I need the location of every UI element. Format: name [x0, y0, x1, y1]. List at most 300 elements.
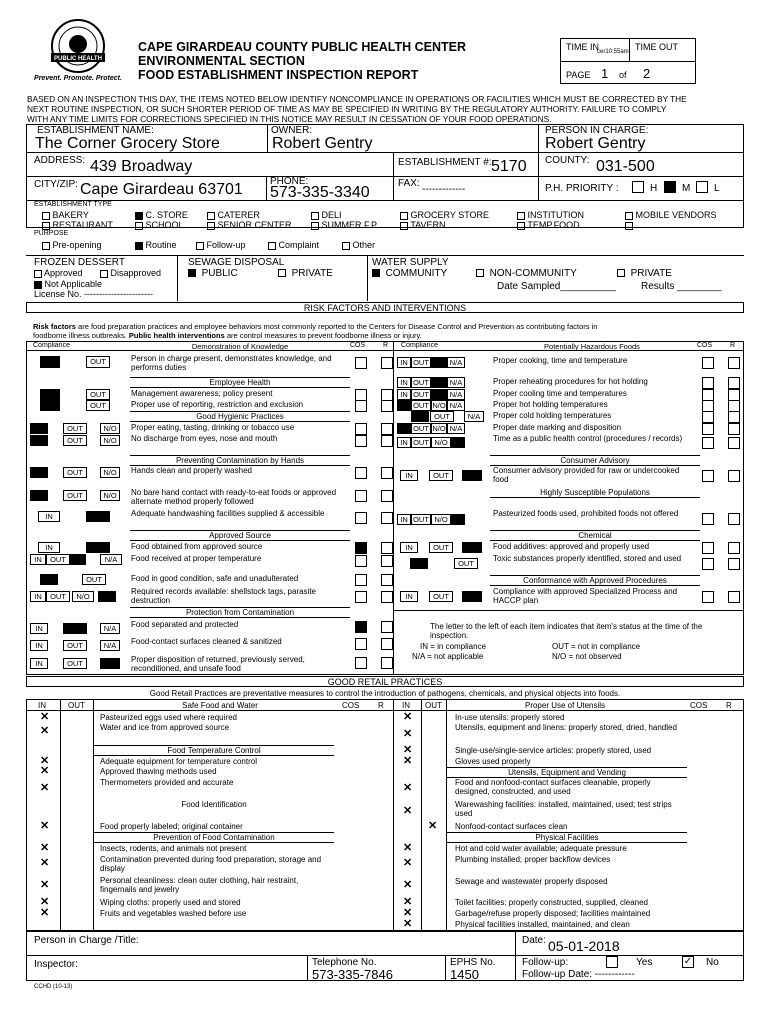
status-na: N/A — [447, 389, 465, 400]
status-in — [40, 400, 60, 411]
status-out: OUT — [411, 423, 431, 434]
risk-item-10: Food received at proper temperature — [131, 554, 262, 563]
grp-in-mark: ✕ — [40, 896, 50, 908]
ephs-value: 1450 — [450, 967, 479, 982]
status-na: N/A — [100, 640, 120, 651]
cos-box[interactable] — [355, 357, 367, 369]
water-noncommunity[interactable]: NON-COMMUNITY — [476, 268, 577, 279]
risk-subhead-consumer: Consumer Advisory — [490, 455, 700, 466]
priority-m: M — [682, 183, 691, 194]
cos-box[interactable] — [702, 377, 714, 389]
frozen-approved[interactable]: Approved — [34, 268, 83, 278]
r-box[interactable] — [728, 437, 740, 449]
frozen-disapproved[interactable]: Disapproved — [100, 268, 161, 278]
status-na — [100, 658, 120, 669]
status-no: N/O — [100, 467, 120, 478]
risk-item-5: No discharge from eyes, nose and mouth — [131, 434, 278, 443]
cos-box[interactable] — [355, 638, 367, 650]
status-in — [40, 574, 58, 585]
priority-label: P.H. PRIORITY : — [545, 183, 619, 194]
grp-in-mark: ✕ — [403, 918, 413, 930]
grp-in-mark: ✕ — [40, 725, 50, 737]
est-type-institution[interactable]: INSTITUTION — [517, 210, 584, 220]
est-type-tavern[interactable]: TAVERN — [400, 220, 446, 230]
cos-box[interactable] — [702, 558, 714, 570]
status-out: OUT — [63, 658, 87, 669]
risk-item-9: Food obtained from approved source — [131, 542, 263, 551]
frozen-na[interactable]: Not Applicable — [34, 279, 102, 289]
grp-item-20: Plumbing installed; proper backflow devices — [455, 855, 611, 864]
grp-in-header-left: IN — [38, 701, 46, 710]
sewage-private[interactable]: PRIVATE — [278, 268, 333, 279]
inspector-label: Inspector: — [34, 959, 78, 970]
status-in: IN — [30, 591, 46, 602]
status-out: OUT — [82, 574, 106, 585]
cos-box[interactable] — [355, 512, 367, 524]
priority-l-box[interactable] — [696, 181, 708, 193]
risk-item-20: Proper cold holding temperatures — [493, 411, 612, 420]
status-out — [63, 623, 87, 634]
est-type-restaurant[interactable]: RESTAURANT — [42, 220, 113, 230]
legend-line-2: inspection. — [430, 631, 469, 640]
cos-box[interactable] — [355, 467, 367, 479]
r-box[interactable] — [728, 513, 740, 525]
cos-box[interactable] — [702, 542, 714, 554]
grp-cos-header-right: COS — [690, 701, 708, 710]
grp-out-header-left: OUT — [68, 701, 85, 710]
page-label: PAGE — [566, 70, 591, 80]
r-box[interactable] — [381, 400, 393, 412]
agency-title: CAPE GIRARDEAU COUNTY PUBLIC HEALTH CENTER — [138, 40, 467, 54]
r-header-right: R — [730, 342, 736, 349]
status-in: IN — [397, 357, 411, 368]
compliance-header-left: Compliance — [33, 342, 70, 349]
r-box[interactable] — [381, 423, 393, 435]
risk-item-4: Proper eating, tasting, drinking or tobacco use — [131, 423, 295, 432]
status-no — [431, 377, 447, 388]
r-box[interactable] — [381, 490, 393, 502]
cos-box[interactable] — [702, 423, 714, 435]
grp-item-9: Personal cleanliness: clean outer clothing, hair restraint, fingernails and jewelry — [100, 876, 299, 894]
priority-h-box[interactable] — [632, 181, 644, 193]
purpose-other[interactable]: Other — [342, 240, 375, 250]
frozen-label: FROZEN DESSERT — [34, 257, 125, 268]
risk-section-title: RISK FACTORS AND INTERVENTIONS — [26, 302, 744, 313]
status-no: N/O — [431, 437, 451, 448]
status-in — [30, 435, 48, 446]
risk-item-14: Food-contact surfaces cleaned & sanitized — [131, 637, 282, 646]
est-type-deli[interactable]: DELI — [311, 210, 342, 220]
r-box[interactable] — [381, 621, 393, 633]
water-private[interactable]: PRIVATE — [617, 268, 672, 279]
legend-no: N/O = not observed — [552, 652, 622, 661]
purpose-followup[interactable]: Follow-up — [196, 240, 246, 250]
status-in: IN — [400, 470, 418, 481]
status-in: IN — [400, 542, 418, 553]
grp-subhead-physical: Physical Facilities — [447, 832, 687, 843]
followup-date: Follow-up Date: ------------ — [522, 969, 635, 980]
status-out: OUT — [86, 356, 110, 368]
cos-box[interactable] — [702, 411, 714, 423]
r-box[interactable] — [381, 657, 393, 669]
status-in — [397, 423, 411, 434]
r-box[interactable] — [728, 542, 740, 554]
legend-line-1: The letter to the left of each item indicates that item's status at the time of the — [430, 622, 703, 631]
r-box[interactable] — [381, 435, 393, 447]
status-out: OUT — [63, 490, 87, 501]
status-in: IN — [397, 377, 411, 388]
grp-item-13: Utensils, equipment and linens: properly stored, dried, handled — [455, 723, 677, 732]
phone-value: 573-335-3340 — [270, 184, 370, 201]
est-type-caterer[interactable]: CATERER — [207, 210, 260, 220]
est-type-cstore[interactable]: C. STORE — [135, 210, 188, 220]
status-no: N/O — [100, 435, 120, 446]
risk-item-1: Person in charge present, demonstrates knowledge, and performs duties — [131, 354, 332, 372]
purpose-complaint[interactable]: Complaint — [268, 240, 319, 250]
status-na: N/A — [447, 400, 465, 411]
purpose-label: PURPOSE — [34, 230, 69, 237]
r-header-left: R — [383, 342, 389, 349]
frozen-license: License No. ----------------------- — [34, 289, 153, 299]
status-out: OUT — [430, 411, 454, 422]
followup-no-box[interactable]: ✓ — [683, 956, 693, 967]
risk-item-17: Proper reheating procedures for hot holding — [493, 377, 648, 386]
grp-in-mark: ✕ — [40, 842, 50, 854]
status-in — [397, 400, 411, 411]
followup-yes-box[interactable] — [606, 956, 618, 968]
cos-box[interactable] — [702, 591, 714, 603]
grp-intro: Good Retail Practices are preventative measures to control the introduction of pathogens, chemicals, and physical objects into foods. — [149, 689, 621, 698]
risk-item-3: Proper use of reporting, restriction and exclusion — [131, 400, 304, 409]
purpose-routine[interactable]: Routine — [135, 240, 177, 250]
est-type-school[interactable]: SCHOOL — [135, 220, 184, 230]
phone-label: PHONE: — [270, 176, 309, 187]
address-label: ADDRESS: — [34, 155, 86, 166]
grp-in-mark: ✕ — [403, 857, 413, 869]
ephs-label: EPHS No. — [450, 957, 496, 968]
status-in: IN — [38, 542, 60, 553]
risk-intro-1: Risk factors are food preparation practices and employee behaviors most commonly reported to the Centers for Disease Control and Prevention as contributing factors in — [33, 322, 598, 331]
cos-box[interactable] — [702, 513, 714, 525]
fax-label: FAX: — [398, 178, 420, 189]
status-no: N/O — [431, 514, 451, 525]
followup-no: No — [706, 957, 719, 968]
cos-box[interactable] — [702, 470, 714, 482]
grp-item-21: Sewage and wastewater properly disposed — [455, 877, 608, 886]
r-box[interactable] — [381, 542, 393, 554]
risk-item-6: Hands clean and properly washed — [131, 466, 252, 475]
grp-item-11: Fruits and vegetables washed before use — [100, 909, 247, 918]
risk-item-27: Compliance with approved Specialized Process and HACCP plan — [493, 587, 678, 605]
grp-item-16: Food and nonfood-contact surfaces cleanable, properly designed, constructed, and used — [455, 778, 651, 796]
page-total: 2 — [643, 66, 651, 81]
risk-item-8: Adequate handwashing facilities supplied & accessible — [131, 509, 325, 518]
pic-title-label: Person in Charge /Title: — [34, 935, 139, 946]
logo-tagline: Prevent. Promote. Protect. — [34, 75, 122, 82]
status-no: N/O — [432, 401, 446, 410]
est-type-senior[interactable]: SENIOR CENTER — [207, 220, 292, 230]
status-in: IN — [30, 640, 48, 651]
grp-subhead-safe-food: Safe Food and Water — [182, 701, 258, 710]
cos-box[interactable] — [355, 423, 367, 435]
sewage-label: SEWAGE DISPOSAL — [188, 257, 285, 268]
status-na — [462, 470, 482, 481]
owner-name: Robert Gentry — [272, 135, 373, 152]
est-type-temp[interactable]: TEMP.FOOD — [517, 220, 580, 230]
status-no: N/O — [100, 423, 120, 434]
r-box[interactable] — [381, 512, 393, 524]
risk-item-19: Proper hot holding temperatures — [493, 400, 608, 409]
status-out: OUT — [411, 514, 431, 525]
est-type-bakery[interactable]: BAKERY — [42, 210, 89, 220]
demo-header: Demonstration of Knowledge — [191, 342, 289, 351]
status-in: IN — [397, 389, 411, 400]
status-out: OUT — [429, 542, 453, 553]
grp-in-mark: ✕ — [40, 765, 50, 777]
grp-cos-header-left: COS — [342, 701, 360, 710]
r-box[interactable] — [728, 423, 740, 435]
followup-yes: Yes — [636, 957, 653, 968]
telephone-value: 573-335-7846 — [312, 967, 393, 982]
r-box[interactable] — [728, 470, 740, 482]
cityzip-value: Cape Girardeau 63701 — [80, 181, 243, 198]
status-in: IN — [38, 511, 60, 522]
grp-item-3: Adequate equipment for temperature control — [100, 757, 257, 766]
status-out: OUT — [86, 400, 110, 411]
r-box[interactable] — [381, 591, 393, 603]
status-out: OUT — [46, 554, 70, 565]
water-date-sampled: Date Sampled__________ — [497, 281, 616, 292]
risk-item-7: No bare hand contact with ready-to-eat foods or approved alternate method properly followed — [131, 488, 337, 506]
r-box[interactable] — [381, 574, 393, 586]
grp-in-mark: ✕ — [40, 820, 50, 832]
status-na — [462, 542, 482, 553]
risk-subhead-contamination: Protection from Contamination — [130, 607, 350, 618]
status-in: IN — [397, 437, 411, 448]
est-type-summer[interactable]: SUMMER F.P. — [311, 220, 378, 230]
cos-box[interactable] — [355, 555, 367, 567]
priority-h: H — [650, 183, 658, 194]
status-in: IN — [400, 591, 418, 602]
grp-subhead-utensils: Proper Use of Utensils — [524, 701, 606, 710]
grp-in-mark: ✕ — [40, 755, 50, 767]
cos-box[interactable] — [702, 437, 714, 449]
grp-item-22: Toilet facilities: properly constructed, supplied, cleaned — [455, 898, 648, 907]
fax-value: ------------- — [422, 184, 466, 195]
risk-subhead-chemical: Chemical — [490, 530, 700, 541]
page-number: 1 — [601, 66, 609, 81]
notice-line-3: WITH ANY TIME LIMITS FOR CORRECTIONS SPECIFIED IN THIS NOTICE MAY RESULT IN CESSATION OF YOUR FOOD OPERATIONS. — [27, 114, 552, 124]
r-box[interactable] — [381, 467, 393, 479]
report-title: FOOD ESTABLISHMENT INSPECTION REPORT — [138, 68, 419, 82]
grp-item-18: Nonfood-contact surfaces clean — [455, 822, 568, 831]
time-out-label: TIME OUT — [635, 42, 678, 52]
grp-item-6: Food properly labeled; original container — [100, 822, 243, 831]
notice-line-2: NEXT ROUTINE INSPECTION, OR SUCH SHORTER PERIOD OF TIME AS MAY BE SPECIFIED IN WRITING BY THE REGULATORY AUTHORITY. FAILURE TO COMPLY — [27, 104, 667, 114]
cos-box[interactable] — [355, 400, 367, 412]
status-out: OUT — [63, 423, 87, 434]
status-out: OUT — [63, 640, 87, 651]
address-value: 439 Broadway — [90, 158, 193, 175]
notice-line-1: BASED ON AN INSPECTION THIS DAY, THE ITEMS NOTED BELOW IDENTIFY NONCOMPLIANCE IN OPERATIONS OR FACILITIES WHICH MUST BE CORRECTED BY THE — [27, 94, 687, 104]
logo-ribbon-text: PUBLIC HEALTH — [54, 56, 102, 62]
cityzip-label: CITY/ZIP: — [34, 179, 78, 190]
grp-in-mark: ✕ — [403, 879, 413, 891]
grp-item-19: Hot and cold water available; adequate pressure — [455, 844, 627, 853]
grp-out-header-right: OUT — [425, 701, 442, 710]
risk-item-18: Proper cooling time and temperatures — [493, 389, 627, 398]
compliance-header-right: Compliance — [401, 342, 438, 349]
county-value: 031-500 — [596, 158, 655, 175]
est-number-label: ESTABLISHMENT #: — [398, 157, 492, 168]
risk-subhead-employee-health: Employee Health — [130, 377, 350, 388]
priority-m-box[interactable] — [664, 181, 676, 193]
grp-in-mark: ✕ — [40, 711, 50, 723]
grp-in-mark: ✕ — [403, 907, 413, 919]
status-no — [431, 357, 447, 368]
form-code: CCHD (10-13) — [34, 984, 73, 990]
grp-in-mark: ✕ — [40, 879, 50, 891]
cos-box[interactable] — [355, 574, 367, 586]
grp-item-4: Approved thawing methods used — [100, 767, 217, 776]
status-out — [86, 511, 110, 522]
status-out: OUT — [86, 389, 110, 400]
r-box[interactable] — [381, 357, 393, 369]
r-box[interactable] — [381, 555, 393, 567]
cos-box[interactable] — [355, 657, 367, 669]
date-value: 05-01-2018 — [548, 938, 620, 954]
legend-na: N/A = not applicable — [412, 652, 484, 661]
risk-item-23: Consumer advisory provided for raw or undercooked food — [493, 466, 680, 484]
cos-box[interactable] — [355, 435, 367, 447]
grp-in-mark: ✕ — [403, 842, 413, 854]
phf-header: Potentially Hazardous Foods — [544, 342, 640, 351]
r-box[interactable] — [728, 377, 740, 389]
status-na: N/A — [100, 623, 120, 634]
grp-item-12: In-use utensils: properly stored — [455, 713, 565, 722]
status-in: IN — [30, 623, 48, 634]
grp-item-2: Water and ice from approved source — [100, 723, 230, 732]
status-in — [30, 423, 48, 434]
legend-in: IN = in compliance — [420, 642, 487, 651]
status-out: OUT — [411, 389, 431, 400]
risk-item-13: Food separated and protected — [131, 620, 239, 629]
risk-subhead-hygienic: Good Hygienic Practices — [130, 411, 350, 422]
risk-item-26: Toxic substances properly identified, stored and used — [493, 554, 682, 563]
cos-header-right: COS — [697, 342, 713, 349]
r-box[interactable] — [728, 411, 740, 423]
grp-subhead-temp: Food Temperature Control — [94, 745, 334, 756]
status-na: N/A — [447, 423, 465, 434]
grp-item-23: Garbage/refuse properly disposed; facilities maintained — [455, 909, 651, 918]
cos-box[interactable] — [355, 621, 367, 633]
time-box — [560, 38, 696, 84]
status-na — [451, 514, 465, 525]
grp-subhead-prevention: Prevention of Food Contamination — [94, 832, 334, 843]
grp-in-mark: ✕ — [403, 805, 413, 817]
status-in: IN — [30, 554, 46, 565]
grp-item-24: Physical facilities installed, maintained, and clean — [455, 920, 630, 929]
risk-subhead-conformance: Conformance with Approved Procedures — [490, 575, 700, 586]
priority-l: L — [714, 183, 720, 194]
sewage-public[interactable]: PUBLIC — [188, 268, 238, 279]
grp-out-mark: ✕ — [428, 820, 438, 832]
cos-box[interactable] — [355, 542, 367, 554]
pic-label: PERSON IN CHARGE: — [545, 125, 649, 136]
purpose-preopening[interactable]: Pre-opening — [42, 240, 102, 250]
status-out: OUT — [411, 377, 431, 388]
grp-item-8: Contamination prevented during food preparation, storage and display — [100, 855, 322, 873]
grp-item-14: Single-use/single-service articles: properly stored, used — [455, 746, 652, 755]
grp-section-title: GOOD RETAIL PRACTICES — [26, 676, 744, 687]
r-box[interactable] — [728, 558, 740, 570]
grp-subhead-identification: Food Identification — [181, 800, 247, 809]
grp-in-mark: ✕ — [40, 857, 50, 869]
grp-subhead-equipment: Utensils, Equipment and Vending — [447, 767, 687, 778]
status-na — [462, 591, 482, 602]
status-out: OUT — [411, 437, 431, 448]
est-type-grocery[interactable]: GROCERY STORE — [400, 210, 489, 220]
risk-item-16: Proper cooking, time and temperature — [493, 356, 628, 365]
status-out: OUT — [429, 470, 453, 481]
water-community[interactable]: COMMUNITY — [372, 268, 447, 279]
est-type-mobile[interactable]: MOBILE VENDORS — [625, 210, 717, 220]
cos-box[interactable] — [355, 490, 367, 502]
section-title: ENVIRONMENTAL SECTION — [138, 54, 305, 68]
status-na: N/A — [447, 357, 465, 368]
status-in — [40, 356, 60, 368]
status-no: N/O — [100, 490, 120, 501]
status-na: N/A — [447, 377, 465, 388]
est-type-blank[interactable] — [625, 220, 633, 230]
r-box[interactable] — [728, 591, 740, 603]
cos-box[interactable] — [702, 357, 714, 369]
r-box[interactable] — [728, 357, 740, 369]
status-na: N/A — [464, 411, 484, 422]
grp-item-15: Gloves used properly — [455, 757, 531, 766]
owner-label: OWNER: — [271, 125, 313, 136]
status-no — [70, 554, 86, 565]
followup-label: Follow-up: — [522, 957, 569, 968]
r-box[interactable] — [381, 638, 393, 650]
grp-r-header-left: R — [378, 701, 384, 710]
cos-box[interactable] — [355, 591, 367, 603]
grp-item-7: Insects, rodents, and animals not present — [100, 844, 247, 853]
status-no: N/O — [432, 424, 446, 433]
risk-item-22: Time as a public health control (procedures / records) — [493, 434, 683, 443]
grp-item-10: Wiping cloths: properly used and stored — [100, 898, 241, 907]
water-results: Results ________ — [641, 281, 722, 292]
grp-in-mark: ✕ — [40, 907, 50, 919]
risk-intro-2: foodborne illness outbreaks. Public health interventions are control measures to prevent foodborne illness or injury. — [33, 331, 422, 340]
grp-in-mark: ✕ — [403, 896, 413, 908]
status-in — [30, 490, 48, 501]
cos-header-left: COS — [350, 342, 366, 349]
status-in — [30, 467, 48, 478]
risk-item-11: Food in good condition, safe and unadulterated — [131, 574, 299, 583]
county-label: COUNTY: — [545, 155, 590, 166]
grp-in-mark: ✕ — [403, 755, 413, 767]
risk-item-2: Management awareness; policy present — [131, 389, 273, 398]
of-label: of — [619, 70, 627, 80]
status-na — [98, 591, 116, 602]
grp-item-1: Pasteurized eggs used where required — [100, 713, 237, 722]
risk-item-24: Pasteurized foods used, prohibited foods not offered — [493, 509, 679, 518]
grp-in-mark: ✕ — [403, 744, 413, 756]
status-in: IN — [30, 658, 48, 669]
risk-subhead-source: Approved Source — [130, 530, 350, 541]
time-in-value: cer10:55am — [597, 49, 629, 55]
